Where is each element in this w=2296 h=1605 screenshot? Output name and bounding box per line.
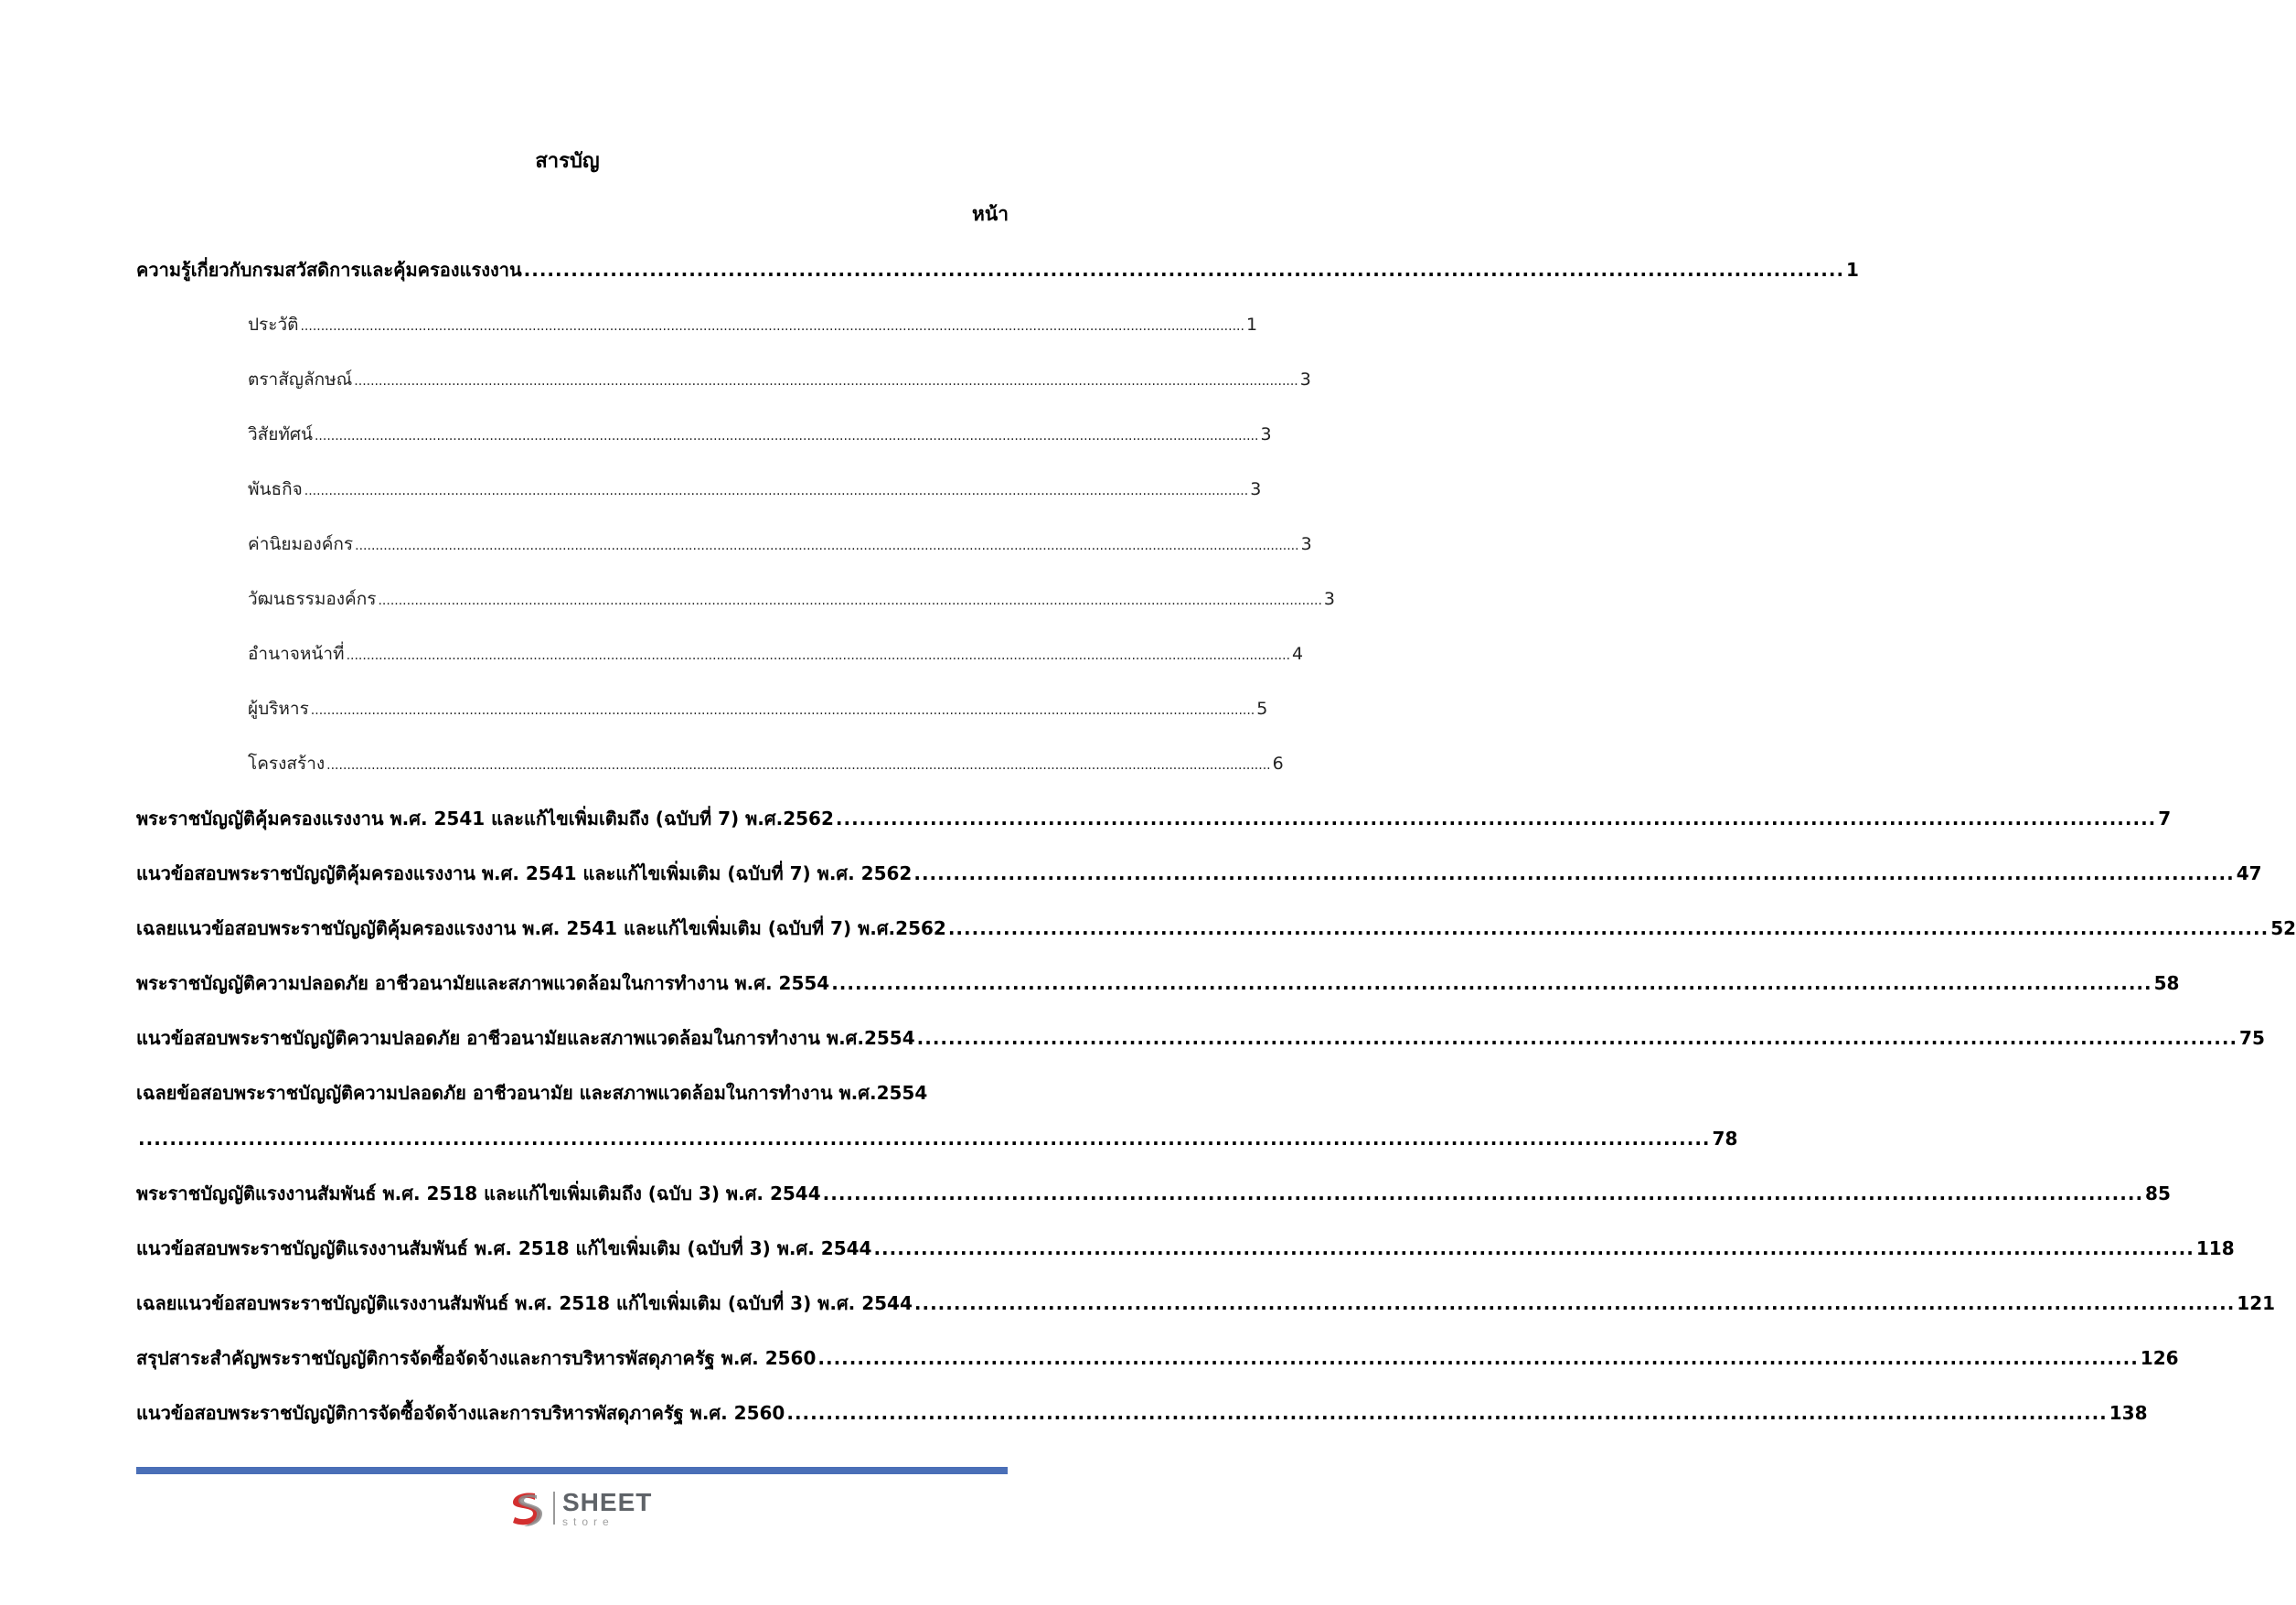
logo-divider [553,1492,555,1525]
toc-entry-label: ค่านิยมองค์กร [248,534,354,554]
toc-entry-page: 58 [2153,972,2180,994]
sheet-store-logo [504,1485,652,1531]
toc-entry[interactable] [136,916,2296,940]
dot-leader: ........................................................................................................................................................................................................................................ [304,484,1249,498]
toc-entry[interactable] [136,861,2262,885]
toc-entry-page: 4 [1292,644,1304,664]
toc-entry-page: 3 [1260,424,1272,444]
toc-entry-page: 121 [2237,1292,2276,1314]
toc-entry-page: 5 [1256,699,1268,719]
toc-entry-label[interactable]: เฉลยข้อสอบพระราชบัญญัติความปลอดภัย อาชีวอนามัย และสภาพแวดล้อมในการทำงาน พ.ศ.2554 [136,1082,928,1104]
dot-leader: ........................................................................................................................................................................................................................................ [326,758,1271,773]
logo-text [562,1487,653,1528]
dot-leader: ........................................................................................................................................................................ [947,917,2269,939]
toc-entry-page: 47 [2236,862,2262,884]
toc-entry-page: 138 [2109,1402,2148,1424]
toc-entry-page: 7 [2158,808,2172,829]
toc-subentry[interactable] [248,423,1272,448]
toc-entry-page: 3 [1323,589,1336,609]
toc-subentry[interactable] [248,752,1284,777]
toc-entry-continuation[interactable] [136,1127,1738,1150]
toc-entry-label: แนวข้อสอบพระราชบัญญัติการจัดซื้อจัดจ้างและการบริหารพัสดุภาครัฐ พ.ศ. 2560 [136,1402,785,1424]
toc-entry-label: ประวัติ [248,315,299,335]
toc-entry-label: ผู้บริหาร [248,699,309,719]
toc-entry[interactable] [136,1182,2171,1205]
logo-subword: store [562,1514,614,1528]
toc-entry[interactable] [136,1026,2265,1050]
dot-leader: ........................................................................................................................................................................ [873,1237,2195,1259]
toc-subentry[interactable] [248,697,1268,722]
toc-entry-label: แนวข้อสอบพระราชบัญญัติแรงงานสัมพันธ์ พ.ศ. 2518 แก้ไขเพิ่มเติม (ฉบับที่ 3) พ.ศ. 2544 [136,1237,872,1259]
toc-entry-page: 85 [2145,1182,2171,1204]
toc-entry[interactable] [136,807,2172,830]
footer-rule [136,1467,1008,1474]
toc-entry-page: 1 [1245,315,1258,335]
toc-entry-page: 1 [1846,259,1859,281]
toc-entry-page: 78 [1712,1128,1738,1150]
dot-leader: ........................................................................................................................................................................................................ [138,1128,1711,1150]
toc-entry-page: 6 [1272,754,1284,774]
toc-subentry[interactable] [248,368,1311,393]
dot-leader: ........................................................................................................................................................................................................................................ [300,319,1244,334]
toc-entry-page: 118 [2195,1237,2235,1259]
toc-subentry[interactable] [248,477,1262,503]
toc-entry[interactable] [136,1236,2235,1260]
toc-entry-label: พระราชบัญญัติความปลอดภัย อาชีวอนามัยและสภาพแวดล้อมในการทำงาน พ.ศ. 2554 [136,972,830,994]
toc-entry-label: วิสัยทัศน์ [248,424,313,444]
dot-leader: ........................................................................................................................................................................ [822,1182,2144,1204]
toc-subentry[interactable] [248,642,1304,668]
dot-leader: ........................................................................................................................................................................ [786,1402,2108,1424]
dot-leader: ........................................................................................................................................................................ [916,1027,2238,1049]
toc-title: สารบัญ [535,150,600,173]
toc-entry-page: 52 [2270,917,2296,939]
dot-leader: ........................................................................................................................................................................................................................................ [310,703,1255,718]
dot-leader: ........................................................................................................................................................................ [817,1347,2139,1369]
toc-entry[interactable] [136,971,2180,995]
logo-word: SHEET [562,1487,653,1516]
dot-leader: ........................................................................................................................................................................................................................................ [354,374,1298,389]
toc-entry-label: สรุปสาระสำคัญพระราชบัญญัติการจัดซื้อจัดจ้างและการบริหารพัสดุภาครัฐ พ.ศ. 2560 [136,1347,817,1369]
toc-entry-page: 3 [1250,479,1262,499]
toc-entry-page: 75 [2239,1027,2265,1049]
dot-leader: ........................................................................................................................................................................ [913,1292,2236,1314]
page-column-header: หน้า [972,203,1009,225]
dot-leader: ........................................................................................................................................................................ [913,862,2235,884]
toc-entry[interactable] [136,258,1859,282]
toc-entry-label: โครงสร้าง [248,754,326,774]
toc-entry-label: อำนาจหน้าที่ [248,644,345,664]
dot-leader: ........................................................................................................................................................................ [835,808,2157,829]
dot-leader: ........................................................................................................................................................................................................................................ [355,539,1299,553]
toc-subentry[interactable] [248,587,1336,613]
dot-leader: ........................................................................................................................................................................................................................................ [314,429,1259,444]
toc-entry-label: พันธกิจ [248,479,303,499]
dot-leader: ........................................................................................................................................................................ [831,972,2152,994]
toc-entry[interactable] [136,1401,2148,1425]
toc-subentry[interactable] [248,532,1312,558]
toc-entry[interactable] [136,1291,2276,1315]
toc-entry-label: พระราชบัญญัติแรงงานสัมพันธ์ พ.ศ. 2518 และแก้ไขเพิ่มเติมถึง (ฉบับ 3) พ.ศ. 2544 [136,1182,821,1204]
toc-entry-label: ตราสัญลักษณ์ [248,369,353,390]
dot-leader: ........................................................................................................................................................................................................................................ [346,648,1291,663]
toc-entry-page: 3 [1300,534,1312,554]
toc-entry-label: แนวข้อสอบพระราชบัญญัติความปลอดภัย อาชีวอนามัยและสภาพแวดล้อมในการทำงาน พ.ศ.2554 [136,1027,915,1049]
toc-entry-label: เฉลยแนวข้อสอบพระราชบัญญัติแรงงานสัมพันธ์ พ.ศ. 2518 แก้ไขเพิ่มเติม (ฉบับที่ 3) พ.ศ. 2544 [136,1292,913,1314]
sheet-store-logo-icon [504,1486,548,1530]
toc-entry-label: พระราชบัญญัติคุ้มครองแรงงาน พ.ศ. 2541 และแก้ไขเพิ่มเติมถึง (ฉบับที่ 7) พ.ศ.2562 [136,808,834,829]
dot-leader: ........................................................................................................................................................................................................................................ [378,594,1322,608]
dot-leader: ........................................................................................................................................................................ [523,259,1845,281]
toc-entry-page: 3 [1299,369,1311,390]
toc-entry-label: วัฒนธรรมองค์กร [248,589,377,609]
toc-entry-label: แนวข้อสอบพระราชบัญญัติคุ้มครองแรงงาน พ.ศ. 2541 และแก้ไขเพิ่มเติม (ฉบับที่ 7) พ.ศ. 2562 [136,862,913,884]
toc-subentry[interactable] [248,313,1258,338]
toc-entry-label: ความรู้เกี่ยวกับกรมสวัสดิการและคุ้มครองแรงงาน [136,259,522,281]
toc-entry[interactable] [136,1346,2179,1370]
toc-entry-page: 126 [2140,1347,2179,1369]
toc-entry-label: เฉลยแนวข้อสอบพระราชบัญญัติคุ้มครองแรงงาน พ.ศ. 2541 และแก้ไขเพิ่มเติม (ฉบับที่ 7) พ.ศ.2562 [136,917,946,939]
